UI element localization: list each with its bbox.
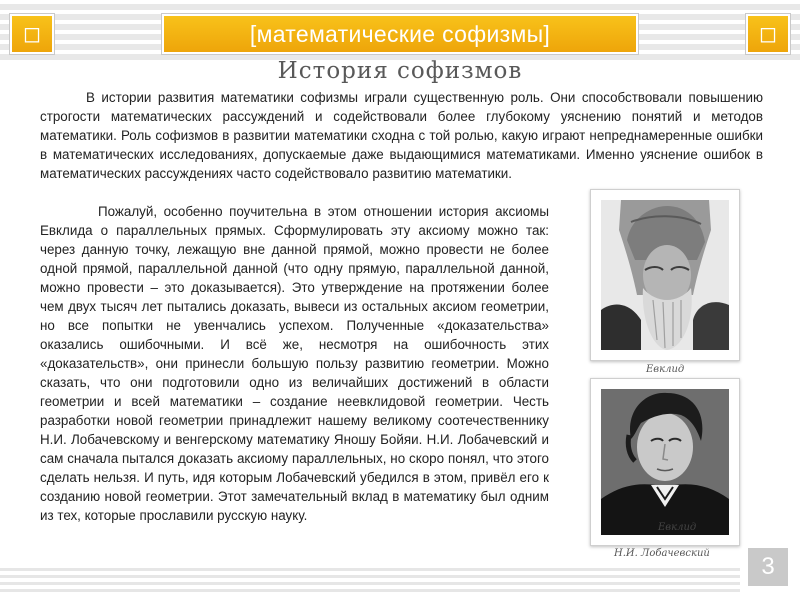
- lobachevsky-portrait-frame: [590, 378, 740, 546]
- page-number-badge: [748, 548, 788, 586]
- square-box-icon: ◻: [758, 21, 778, 47]
- lobachevsky-overlay-caption: Евклид: [658, 522, 697, 533]
- euclid-portrait-image: [601, 200, 729, 350]
- footer-stripes: [0, 566, 800, 600]
- slide-subtitle: История софизмов: [277, 58, 523, 84]
- lobachevsky-portrait-image: [601, 389, 729, 535]
- page-number: 3: [761, 553, 775, 580]
- slide-title: [математические софизмы]: [249, 20, 551, 47]
- euclid-caption: Евклид: [646, 364, 685, 375]
- intro-paragraph: В истории развития математики софизмы играли существенную роль. Они способствовали повышению строгости математических рассуждений и содействовали более глубокому уяснению понятий и методов математики. Роль софизмов в развитии математики сходна с той ролью, какую играют непреднамеренные ошибки в математических исследованиях, допускаемые даже выдающимися математиками. Именно уяснение ошибок в математических рассуждениях часто содействовало развитию математики.: [40, 90, 763, 181]
- prev-slide-button[interactable]: [10, 14, 54, 54]
- body-paragraph: Пожалуй, особенно поучительна в этом отношении история аксиомы Евклида о параллельных прямых. Сформулировать эту аксиому можно так: через данную точку, лежащую вне данной прямой, можно провести не более одной прямой, параллельной данной (что одну прямую, параллельной данной, можно провести – это доказывается). Это утверждение на протяжении более чем двух тысяч лет пытались доказать, вывеси из остальных аксиом геометрии, но все попытки не увенчались успехом. Полученные «доказательства» оказались ошибочными. И всё же, несмотря на ошибочность этих «доказательств», они принесли большую пользу развитию геометрии. Можно сказать, что они подготовили одно из величайших достижений в области геометрии и всей математики – создание неевклидовой геометрии. Честь разработки новой геометрии принадлежит нашему великому соотечественнику Н.И. Лобачевскому и венгерскому математику Яношу Бойяи. Н.И. Лобачевский и сам сначала пытался доказать аксиому параллельных, но скоро понял, что этого сделать нельзя. И путь, идя которым Лобачевский убедился в этом, привёл его к созданию новой геометрии. Этот замечательный вклад в математику был одним из тех, которые прославили русскую науку.: [40, 204, 549, 523]
- lobachevsky-caption: Н.И. Лобачевский: [614, 548, 710, 559]
- euclid-portrait-frame: [590, 189, 740, 361]
- title-bar: [162, 14, 638, 54]
- square-box-icon: ◻: [22, 21, 42, 47]
- next-slide-button[interactable]: [746, 14, 790, 54]
